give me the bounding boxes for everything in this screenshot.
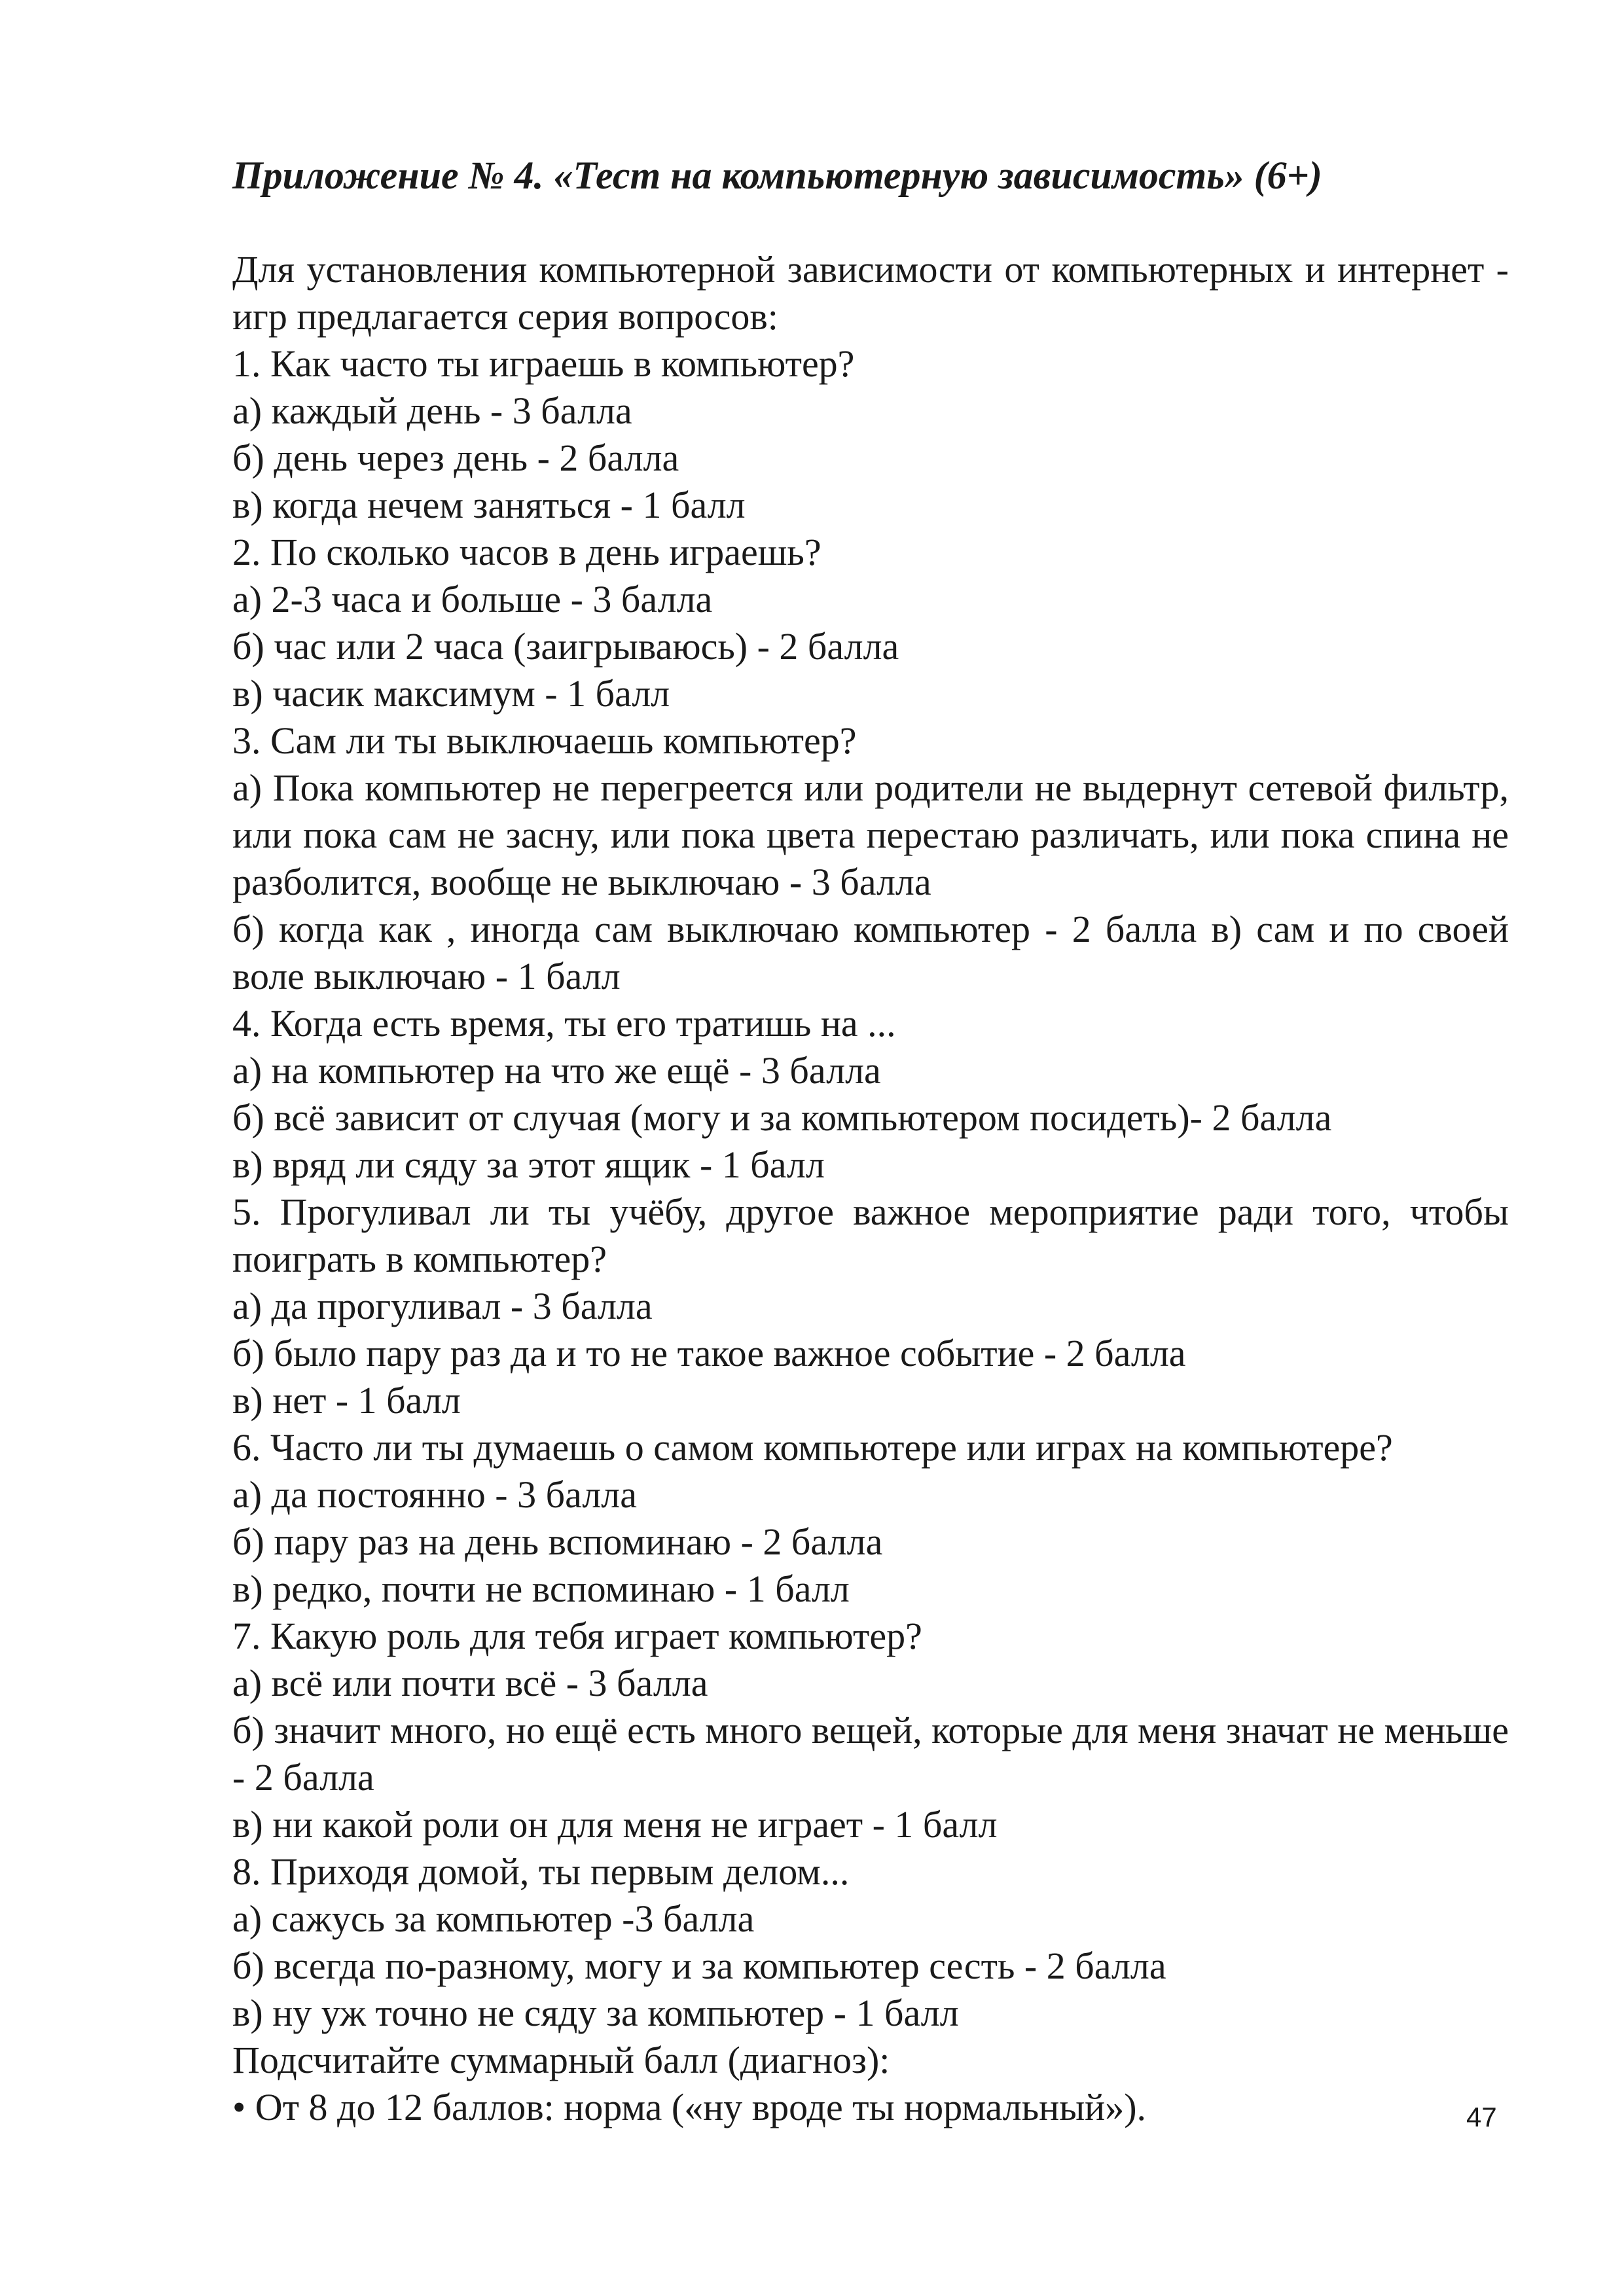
answer-6b: б) пару раз на день вспоминаю - 2 балла [232,1520,883,1563]
page-title: Приложение № 4. «Тест на компьютерную зависимость» (6+) [232,154,1322,197]
answer-1c: в) когда нечем заняться - 1 балл [232,484,746,526]
answer-1b: б) день через день - 2 балла [232,437,679,479]
question-1: 1. Как часто ты играешь в компьютер? [232,342,855,385]
answer-8a: а) сажусь за компьютер -3 балла [232,1897,755,1940]
answer-4c: в) вряд ли сяду за этот ящик - 1 балл [232,1143,825,1186]
answer-5c: в) нет - 1 балл [232,1379,461,1422]
answer-6a: а) да постоянно - 3 балла [232,1473,637,1516]
document-body [232,152,1509,2131]
answer-7a: а) всё или почти всё - 3 балла [232,1662,708,1704]
answer-3b: б) когда как , иногда сам выключаю компьютер - 2 балла в) сам и по своей воле выключаю - 1 балл [232,908,1509,997]
answer-5a: а) да прогуливал - 3 балла [232,1285,653,1327]
answer-4b: б) всё зависит от случая (могу и за компьютером посидеть)- 2 балла [232,1096,1332,1139]
question-2: 2. По сколько часов в день играешь? [232,531,821,573]
answer-1a: а) каждый день - 3 балла [232,389,632,432]
answer-2b: б) час или 2 часа (заигрываюсь) - 2 балла [232,625,899,668]
answer-2c: в) часик максимум - 1 балл [232,672,670,715]
answer-7b: б) значит много, но ещё есть много вещей, которые для меня значат не меньше - 2 балла [232,1709,1509,1799]
score-instruction: Подсчитайте суммарный балл (диагноз): [232,2039,890,2081]
question-7: 7. Какую роль для тебя играет компьютер? [232,1615,922,1657]
answer-8c: в) ну уж точно не сяду за компьютер - 1 балл [232,1992,959,2034]
answer-3a: а) Пока компьютер не перегреется или родители не выдернут сетевой фильтр, или пока сам не засну, или пока цвета перестаю различать, или пока спина не разболится, вообще не выключаю - 3 балла [232,766,1509,903]
answer-4a: а) на компьютер на что же ещё - 3 балла [232,1049,881,1092]
question-8: 8. Приходя домой, ты первым делом... [232,1850,850,1893]
answer-7c: в) ни какой роли он для меня не играет - 1 балл [232,1803,998,1846]
answer-8b: б) всегда по-разному, могу и за компьютер сесть - 2 балла [232,1945,1166,1987]
question-3: 3. Сам ли ты выключаешь компьютер? [232,719,857,762]
question-5: 5. Прогуливал ли ты учёбу, другое важное мероприятие ради того, чтобы поиграть в компьютер? [232,1191,1509,1280]
question-6: 6. Часто ли ты думаешь о самом компьютере или играх на компьютере? [232,1426,1393,1469]
answer-5b: б) было пару раз да и то не такое важное событие - 2 балла [232,1332,1186,1374]
intro-paragraph: Для установления компьютерной зависимости от компьютерных и интернет - игр предлагается серия вопросов: [232,248,1509,338]
question-4: 4. Когда есть время, ты его тратишь на ... [232,1002,896,1045]
score-result-bullet: • От 8 до 12 баллов: норма («ну вроде ты нормальный»). [232,2086,1147,2128]
answer-6c: в) редко, почти не вспоминаю - 1 балл [232,1568,850,1610]
answer-2a: а) 2-3 часа и больше - 3 балла [232,578,713,620]
page-number: 47 [1466,2102,1497,2132]
